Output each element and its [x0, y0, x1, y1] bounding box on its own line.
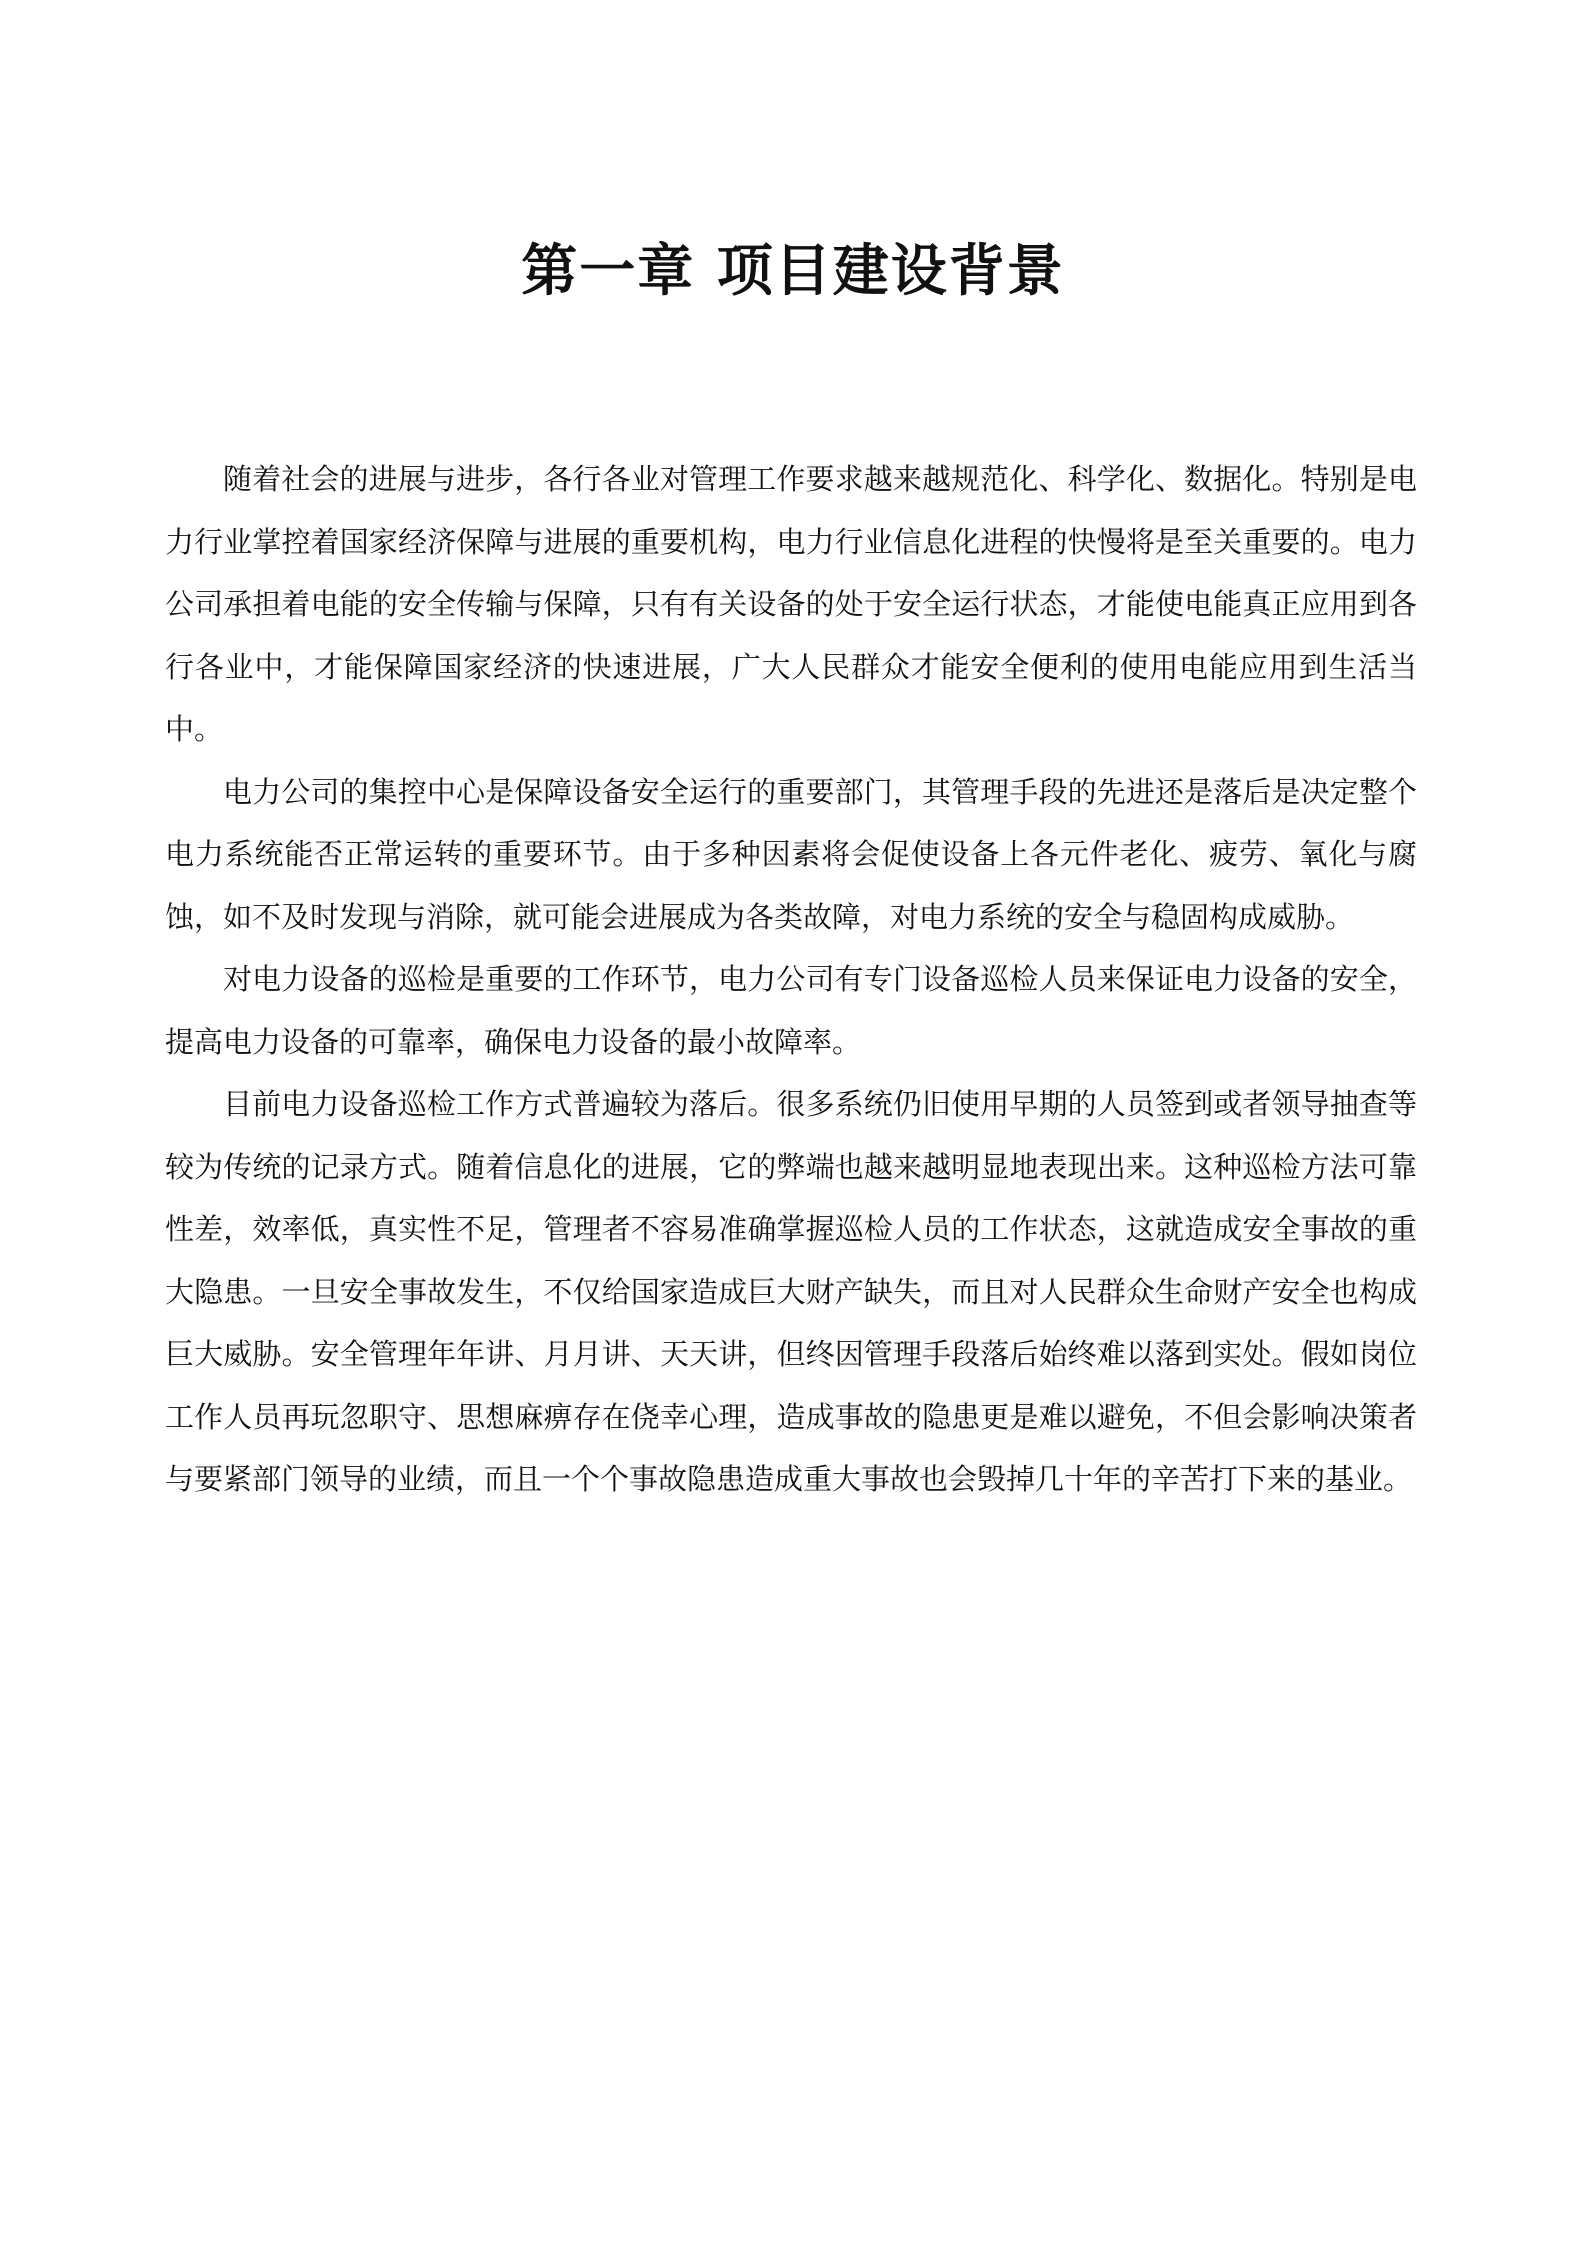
paragraph-control-center: 电力公司的集控中心是保障设备安全运行的重要部门，其管理手段的先进还是落后是决定整个电力系统能否正常运转的重要环节。由于多种因素将会促使设备上各元件老化、疲劳、氧化与腐蚀，如不及时发现与消除，就可能会进展成为各类故障，对电力系统的安全与稳固构成威胁。	[165, 774, 1417, 934]
paragraph-current-problems: 目前电力设备巡检工作方式普遍较为落后。很多系统仍旧使用早期的人员签到或者领导抽查等较为传统的记录方式。随着信息化的进展，它的弊端也越来越明显地表现出来。这种巡检方法可靠性差，效率低，真实性不足，管理者不容易准确掌握巡检人员的工作状态，这就造成安全事故的重大隐患。一旦安全事故发生，不仅给国家造成巨大财产缺失，而且对人民群众生命财产安全也构成巨大威胁。安全管理年年讲、月月讲、天天讲，但终因管理手段落后始终难以落到实处。假如岗位工作人员再玩忽职守、思想麻痹存在侥幸心理，造成事故的隐患更是难以避免，不但会影响决策者与要紧部门领导的业绩，而且一个个事故隐患造成重大事故也会毁掉几十年的辛苦打下来的基业。	[165, 1087, 1417, 1496]
body-text	[165, 448, 1417, 1511]
paragraph-inspection-importance: 对电力设备的巡检是重要的工作环节，电力公司有专门设备巡检人员来保证电力设备的安全，提高电力设备的可靠率，确保电力设备的最小故障率。	[165, 962, 1417, 1059]
chapter-title: 第一章 项目建设背景	[521, 239, 1065, 304]
paragraph-social-development: 随着社会的进展与进步，各行各业对管理工作要求越来越规范化、科学化、数据化。特别是电力行业掌控着国家经济保障与进展的重要机构，电力行业信息化进程的快慢将是至关重要的。电力公司承担着电能的安全传输与保障，只有有关设备的处于安全运行状态，才能使电能真正应用到各行各业中，才能保障国家经济的快速进展，广大人民群众才能安全便利的使用电能应用到生活当中。	[165, 462, 1417, 746]
